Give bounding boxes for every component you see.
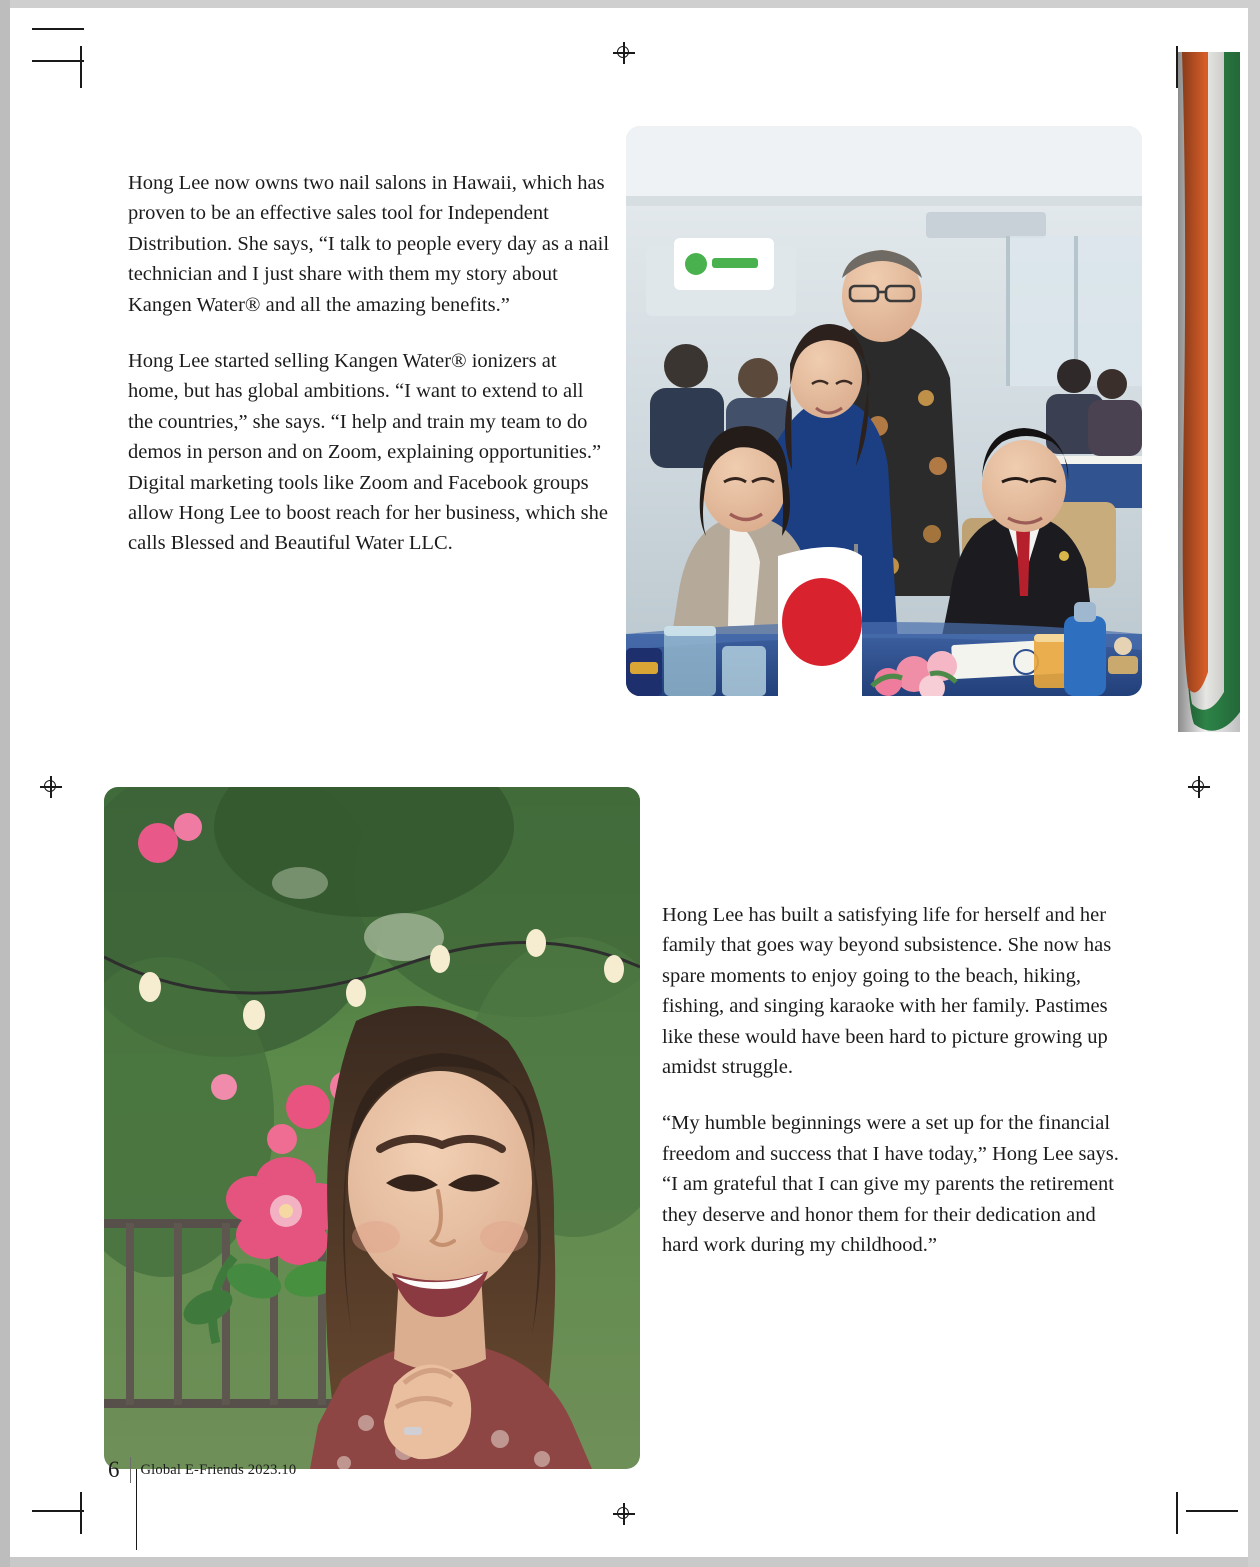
bleed-edge-top — [0, 0, 1260, 8]
article-text-top-left — [128, 168, 612, 559]
crop-mark-top-left-h — [32, 28, 84, 30]
paragraph: Hong Lee started selling Kangen Water® ionizers at home, but has global ambitions. “I want to extend to all the countries,” she says. “I help and train my team to do demos in person and on Zoom, explaining opportunities.” Digital marketing tools like Zoom and Facebook groups allow Hong Lee to boost reach for her business, which she calls Blessed and Beautiful Water LLC. — [128, 350, 608, 555]
page-footer — [108, 1455, 528, 1485]
crop-mark-bottom-right-h — [1186, 1510, 1238, 1512]
paragraph: Hong Lee has built a satisfying life for herself and her family that goes way beyond subsistence. She now has spare moments to enjoy going to the beach, hiking, fishing, and singing karaoke with her family. Pastimes like these would have been hard to picture growing up amidst struggle. — [662, 904, 1112, 1079]
registration-mark-left — [40, 776, 62, 798]
crop-mark-bottom-left-v — [80, 1492, 82, 1534]
crop-mark-bottom-left-h — [32, 1510, 84, 1512]
crop-mark-bottom-right-v — [1176, 1492, 1178, 1534]
portrait-photo-garden — [104, 787, 640, 1469]
bleed-edge-right — [1248, 0, 1260, 1567]
registration-mark-bottom — [613, 1503, 635, 1525]
paragraph: Hong Lee now owns two nail salons in Hawaii, which has proven to be an effective sales tool for Independent Distribution. She says, “I talk to people every day as a nail technician and I just share with them my story about Kangen Water® and all the amazing benefits.” — [128, 172, 610, 316]
group-photo-banquet — [626, 126, 1142, 696]
registration-mark-right — [1188, 776, 1210, 798]
crop-mark-top-left-h2 — [32, 60, 84, 62]
bleed-edge-left — [0, 0, 10, 1567]
registration-mark-top — [613, 42, 635, 64]
flag-edge-strip — [1178, 52, 1240, 732]
crop-mark-top-left-v — [80, 46, 82, 88]
article-text-bottom-right — [662, 900, 1136, 1260]
bleed-edge-bottom — [0, 1557, 1260, 1567]
paragraph: “My humble beginnings were a set up for the financial freedom and success that I have today,” Hong Lee says. “I am grateful that I can give my parents the retirement they deserve and honor them for their dedication and hard work during my childhood.” — [662, 1112, 1119, 1257]
footer-credit: Global E-Friends 2023.10 — [140, 1461, 297, 1478]
footer-divider — [130, 1457, 131, 1483]
page-number: 6 — [108, 1457, 120, 1482]
